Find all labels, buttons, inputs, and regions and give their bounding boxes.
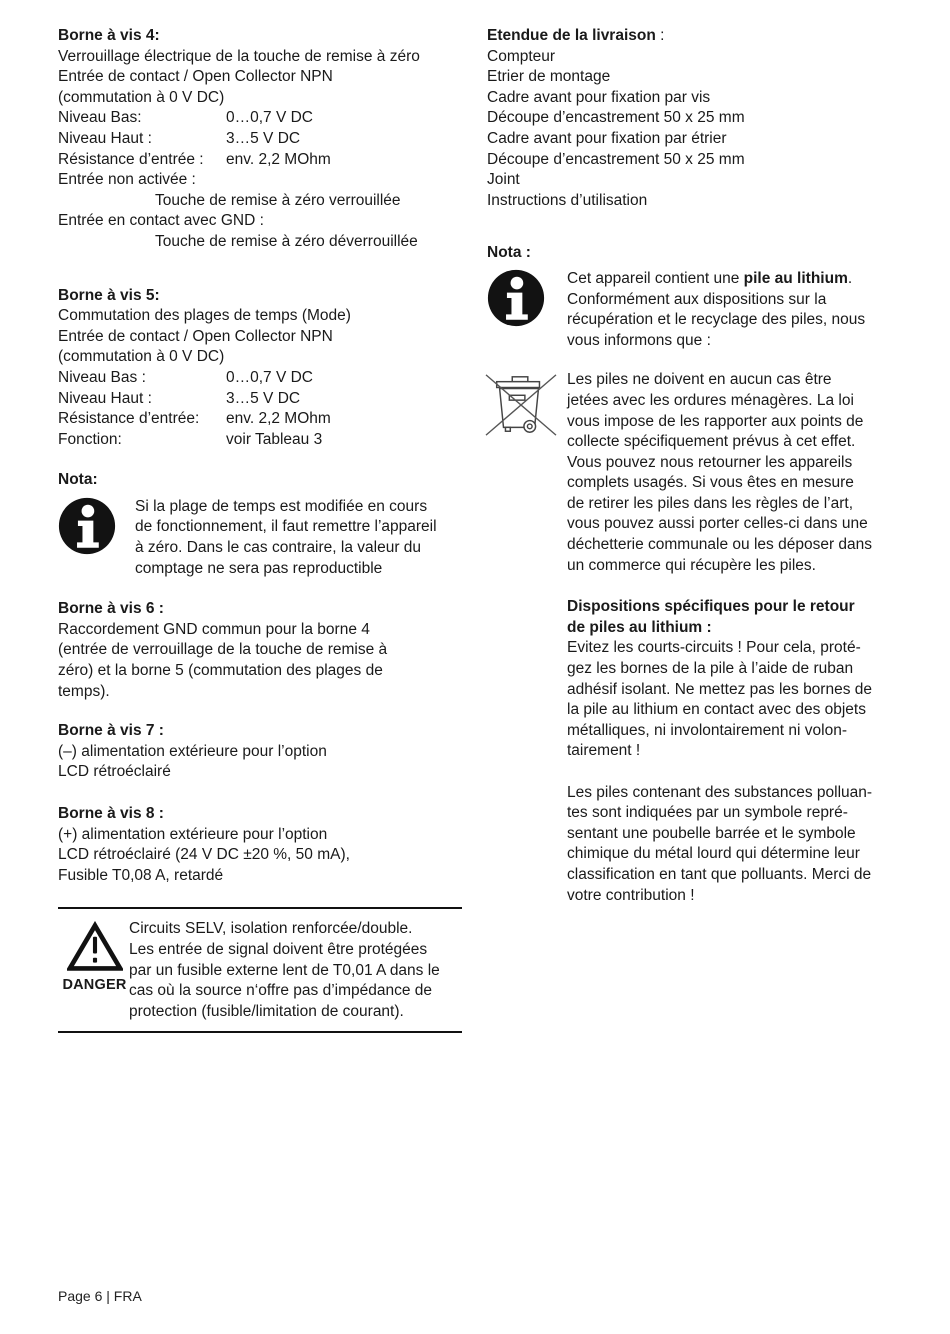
lithium-return-para2 bbox=[567, 783, 907, 907]
text-line: à zéro. Dans le cas contraire, la valeur du bbox=[135, 539, 422, 557]
text-line: par un fusible externe lent de T0,01 A dans le bbox=[129, 961, 440, 979]
danger-symbol bbox=[60, 919, 129, 993]
text-line: Vous pouvez nous retourner les appareils bbox=[567, 453, 853, 471]
spec-label: Résistance d’entrée: bbox=[58, 410, 200, 428]
text-line: LCD rétroéclairé (24 V DC ±20 %, 50 mA), bbox=[58, 846, 350, 864]
text-line: collecte spécifiquement prévus à cet effet. bbox=[567, 433, 856, 451]
delivery-item: Compteur bbox=[487, 47, 556, 65]
section-borne-5-title: Borne à vis 5: bbox=[58, 286, 160, 304]
battery-disposal-text bbox=[567, 370, 907, 576]
text-line: Raccordement GND commun pour la borne 4 bbox=[58, 620, 370, 638]
crossed-out-waste-bin-icon bbox=[482, 370, 560, 440]
warning-triangle-icon bbox=[67, 921, 123, 973]
page-footer: Page 6 | FRA bbox=[58, 1288, 142, 1304]
left-column bbox=[58, 0, 462, 1033]
text-line: temps). bbox=[58, 682, 110, 700]
section-borne-6 bbox=[58, 599, 462, 702]
section-etendue bbox=[487, 26, 907, 211]
spec-value: 3…5 V DC bbox=[226, 129, 301, 147]
text-line: classification en tant que polluants. Merci de bbox=[567, 865, 872, 883]
spec-label: Niveau Bas: bbox=[58, 109, 142, 127]
spec-label: Niveau Haut : bbox=[58, 129, 152, 147]
section-etendue-title bbox=[487, 26, 907, 47]
section-borne-5 bbox=[58, 286, 462, 451]
nota-lithium-icon-col bbox=[487, 269, 567, 327]
text-line: Entrée de contact / Open Collector NPN bbox=[58, 68, 333, 86]
text-line: Circuits SELV, isolation renforcée/double. bbox=[129, 920, 413, 938]
text-line: Entrée de contact / Open Collector NPN bbox=[58, 327, 333, 345]
text-line: récupération et le recyclage des piles, nous bbox=[567, 311, 866, 329]
lithium-return-title: Dispositions spécifiques pour le retour bbox=[567, 598, 855, 616]
text-segment: Cet appareil contient une bbox=[567, 269, 744, 287]
section-borne-7-title: Borne à vis 7 : bbox=[58, 722, 164, 740]
delivery-item: Cadre avant pour fixation par vis bbox=[487, 88, 711, 106]
text-line: votre contribution ! bbox=[567, 886, 695, 904]
text-line: adhésif isolant. Ne mettez pas les bornes de bbox=[567, 680, 873, 698]
spec-label: Fonction: bbox=[58, 430, 122, 448]
text-line: protection (fusible/limitation de courant). bbox=[129, 1002, 404, 1020]
spec-label: Niveau Haut : bbox=[58, 389, 152, 407]
section-borne-8-title: Borne à vis 8 : bbox=[58, 805, 164, 822]
spec-value: 0…0,7 V DC bbox=[226, 109, 314, 127]
text-line: Si la plage de temps est modifiée en cours bbox=[135, 497, 428, 515]
text-line: Verrouillage électrique de la touche de remise à zéro bbox=[58, 47, 420, 65]
lithium-return-title: de piles au lithium : bbox=[567, 618, 712, 636]
text-line-indented: Touche de remise à zéro verrouillée bbox=[155, 191, 401, 209]
battery-disposal-block bbox=[487, 370, 907, 576]
text-line: de fonctionnement, il faut remettre l’appareil bbox=[135, 518, 437, 536]
text-line: vous impose de les rapporter aux points de bbox=[567, 412, 864, 430]
text-line: de retirer les piles dans les règles de l’art, bbox=[567, 494, 854, 512]
danger-text bbox=[129, 919, 462, 1022]
nota-text bbox=[135, 497, 462, 579]
text-line: zéro) et la borne 5 (commutation des plages de bbox=[58, 662, 383, 680]
text-line: déchetterie communale ou les déposer dans bbox=[567, 536, 873, 554]
text-line: (entrée de verrouillage de la touche de remise à bbox=[58, 641, 388, 659]
text-line: Commutation des plages de temps (Mode) bbox=[58, 307, 351, 325]
text-line: (commutation à 0 V DC) bbox=[58, 348, 225, 366]
delivery-item: Découpe d’encastrement 50 x 25 mm bbox=[487, 109, 745, 127]
text-line: Entrée non activée : bbox=[58, 171, 196, 189]
delivery-item: Cadre avant pour fixation par étrier bbox=[487, 129, 727, 147]
lithium-return-para1 bbox=[567, 638, 907, 762]
nota-lithium-block bbox=[487, 269, 907, 351]
text-line: tes sont indiquées par un symbole repré- bbox=[567, 804, 848, 822]
text-line: la pile au lithium en contact avec des objets bbox=[567, 701, 866, 719]
spec-value: env. 2,2 MOhm bbox=[226, 410, 331, 428]
spec-row bbox=[58, 108, 462, 129]
right-column bbox=[487, 0, 907, 906]
text-line: (+) alimentation extérieure pour l’option bbox=[58, 825, 328, 843]
spec-value: 0…0,7 V DC bbox=[226, 368, 314, 386]
text-line: (commutation à 0 V DC) bbox=[58, 88, 225, 106]
text-line: Les piles contenant des substances polluan- bbox=[567, 783, 873, 801]
spec-value: env. 2,2 MOhm bbox=[226, 150, 331, 168]
section-borne-7 bbox=[58, 721, 462, 783]
nota-block bbox=[58, 497, 462, 579]
spec-value: voir Tableau 3 bbox=[226, 430, 323, 448]
text-line: Fusible T0,08 A, retardé bbox=[58, 866, 224, 884]
danger-label: DANGER bbox=[62, 977, 127, 994]
section-borne-6-title: Borne à vis 6 : bbox=[58, 600, 164, 618]
text-line-indented: Touche de remise à zéro déverrouillée bbox=[155, 232, 418, 250]
section-borne-4 bbox=[58, 26, 462, 253]
section-etendue-title-text: Etendue de la livraison bbox=[487, 27, 656, 44]
text-line bbox=[567, 269, 907, 290]
text-line: (–) alimentation extérieure pour l’option bbox=[58, 742, 327, 760]
text-line: Les entrée de signal doivent être protégées bbox=[129, 940, 428, 958]
text-line: sentant une poubelle barrée et le symbole bbox=[567, 824, 856, 842]
text-line: cas où la source n‘offre pas d’impédance de bbox=[129, 982, 433, 1000]
spec-row bbox=[58, 430, 462, 451]
text-line: LCD rétroéclairé bbox=[58, 763, 171, 781]
section-etendue-title-colon: : bbox=[655, 27, 665, 44]
section-borne-4-title: Borne à vis 4: bbox=[58, 27, 160, 44]
text-line: un commerce qui récupère les piles. bbox=[567, 556, 816, 574]
spec-label: Résistance d’entrée : bbox=[58, 150, 204, 168]
text-line: Les piles ne doivent en aucun cas être bbox=[567, 371, 832, 389]
text-line: Conformément aux dispositions sur la bbox=[567, 290, 827, 308]
delivery-item: Etrier de montage bbox=[487, 68, 611, 86]
spec-row bbox=[58, 129, 462, 150]
delivery-item: Instructions d’utilisation bbox=[487, 191, 648, 209]
nota-lithium-text bbox=[567, 269, 907, 351]
text-line: Entrée en contact avec GND : bbox=[58, 212, 264, 230]
text-line: complets usagés. Si vous êtes en mesure bbox=[567, 474, 854, 492]
spec-row bbox=[58, 368, 462, 389]
spec-label: Niveau Bas : bbox=[58, 368, 146, 386]
info-icon bbox=[58, 497, 116, 555]
info-icon bbox=[487, 269, 545, 327]
text-line: comptage ne sera pas reproductible bbox=[135, 559, 383, 577]
danger-notice bbox=[58, 907, 462, 1033]
text-segment: . bbox=[847, 269, 853, 287]
delivery-item: Joint bbox=[487, 171, 520, 189]
text-line: vous pouvez aussi porter celles-ci dans une bbox=[567, 515, 868, 533]
text-line: gez les bornes de la pile à l’aide de ruban bbox=[567, 660, 854, 678]
text-line: chimique du métal lourd qui détermine leur bbox=[567, 845, 860, 863]
lithium-return-section bbox=[487, 597, 907, 906]
section-borne-8 bbox=[58, 804, 462, 886]
spec-value: 3…5 V DC bbox=[226, 389, 301, 407]
text-line: Evitez les courts-circuits ! Pour cela, proté- bbox=[567, 639, 861, 657]
text-segment-bold: pile au lithium bbox=[743, 269, 848, 287]
delivery-item: Découpe d’encastrement 50 x 25 mm bbox=[487, 150, 745, 168]
battery-disposal-icon-col bbox=[487, 370, 567, 440]
spec-row bbox=[58, 409, 462, 430]
spec-row bbox=[58, 150, 462, 171]
nota-lithium-title: Nota : bbox=[487, 244, 531, 262]
spec-row bbox=[58, 389, 462, 410]
text-line: jetées avec les ordures ménagères. La loi bbox=[567, 391, 854, 409]
nota-title: Nota: bbox=[58, 471, 98, 489]
text-line: vous informons que : bbox=[567, 331, 711, 349]
text-line: métalliques, ni involontairement ni volon- bbox=[567, 721, 848, 739]
text-line: tairement ! bbox=[567, 742, 641, 760]
